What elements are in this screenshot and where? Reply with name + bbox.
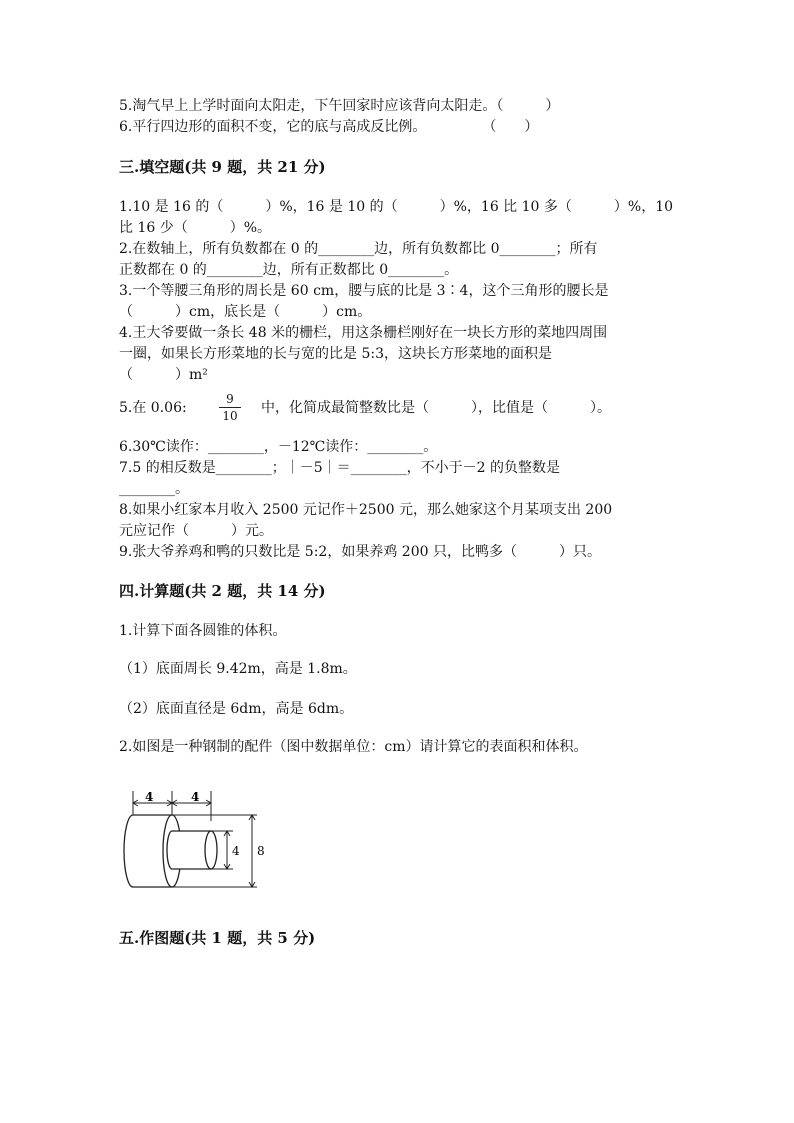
fill-question-3-line-1: 3.一个等腰三角形的周长是 60 cm，腰与底的比是 3∶4，这个三角形的腰长是: [119, 283, 609, 299]
fill-question-4-line-1: 4.王大爷要做一条长 48 米的栅栏，用这条栅栏刚好在一块长方形的菜地四周围: [119, 325, 608, 341]
small-diameter-label: 4: [232, 844, 240, 858]
small-cylinder: [167, 831, 217, 869]
fill-question-4-line-2: 一圈，如果长方形菜地的长与宽的比是 5:3，这块长方形菜地的面积是: [119, 346, 552, 362]
calc-section-heading: 四.计算题(共 2 题，共 14 分): [119, 582, 326, 600]
fill-question-5-suffix: 中，化简成最简整数比是（ ），比值是（ ）。: [261, 400, 611, 416]
fraction-numerator: 9: [226, 392, 234, 406]
steel-part-figure: [115, 785, 285, 895]
fill-section-heading: 三.填空题(共 9 题，共 21 分): [119, 158, 326, 176]
fill-question-3-line-2: （ ）cm，底长是（ ）cm。: [119, 304, 372, 320]
calc-question-1-part-2: （2）底面直径是 6dm，高是 6dm。: [119, 701, 354, 717]
fill-question-1-line-2: 比 16 少（ ）%。: [119, 220, 272, 236]
judge-question-6: 6.平行四边形的面积不变，它的底与高成反比例。 （ ）: [119, 119, 539, 135]
draw-section-heading: 五.作图题(共 1 题，共 5 分): [119, 929, 316, 947]
calc-question-1: 1.计算下面各圆锥的体积。: [119, 623, 287, 639]
fill-question-8-line-2: 元应记作（ ）元。: [119, 523, 273, 539]
calc-question-2: 2.如图是一种钢制的配件（图中数据单位：cm）请计算它的表面积和体积。: [119, 739, 588, 755]
fill-question-7-line-1: 7.5 的相反数是________；｜－5｜＝________，不小于－2 的负整数是: [119, 460, 560, 476]
fill-question-7-line-2: ________。: [119, 481, 189, 497]
fill-question-9: 9.张大爷养鸡和鸭的只数比是 5:2，如果养鸡 200 只，比鸭多（ ）只。: [119, 544, 601, 560]
fraction-bar: [219, 407, 241, 408]
fill-question-1-line-1: 1.10 是 16 的（ ）%，16 是 10 的（ ）%，16 比 10 多（ ）%，10: [119, 199, 674, 215]
fill-question-6: 6.30℃读作：________，－12℃读作：________。: [119, 439, 438, 455]
large-diameter-label: 8: [257, 844, 265, 858]
top-length-right-label: 4: [191, 790, 200, 804]
fill-question-8-line-1: 8.如果小红家本月收入 2500 元记作＋2500 元，那么她家这个月某项支出 200: [119, 502, 613, 518]
fill-question-4-line-3: （ ）m²: [119, 367, 208, 383]
fill-question-2-line-1: 2.在数轴上，所有负数都在 0 的________边，所有负数都比 0________；所有: [119, 241, 598, 257]
fill-question-5-prefix: 5.在 0.06:: [119, 400, 187, 416]
fraction-nine-tenths: [219, 392, 241, 423]
fill-question-2-line-2: 正数都在 0 的________边，所有正数都比 0________。: [119, 262, 459, 278]
fraction-denominator: 10: [222, 409, 238, 423]
top-length-left-label: 4: [145, 790, 154, 804]
calc-question-1-part-1: （1）底面周长 9.42m，高是 1.8m。: [119, 661, 357, 677]
judge-question-5: 5.淘气早上上学时面向太阳走，下午回家时应该背向太阳走。（ ）: [119, 98, 560, 114]
